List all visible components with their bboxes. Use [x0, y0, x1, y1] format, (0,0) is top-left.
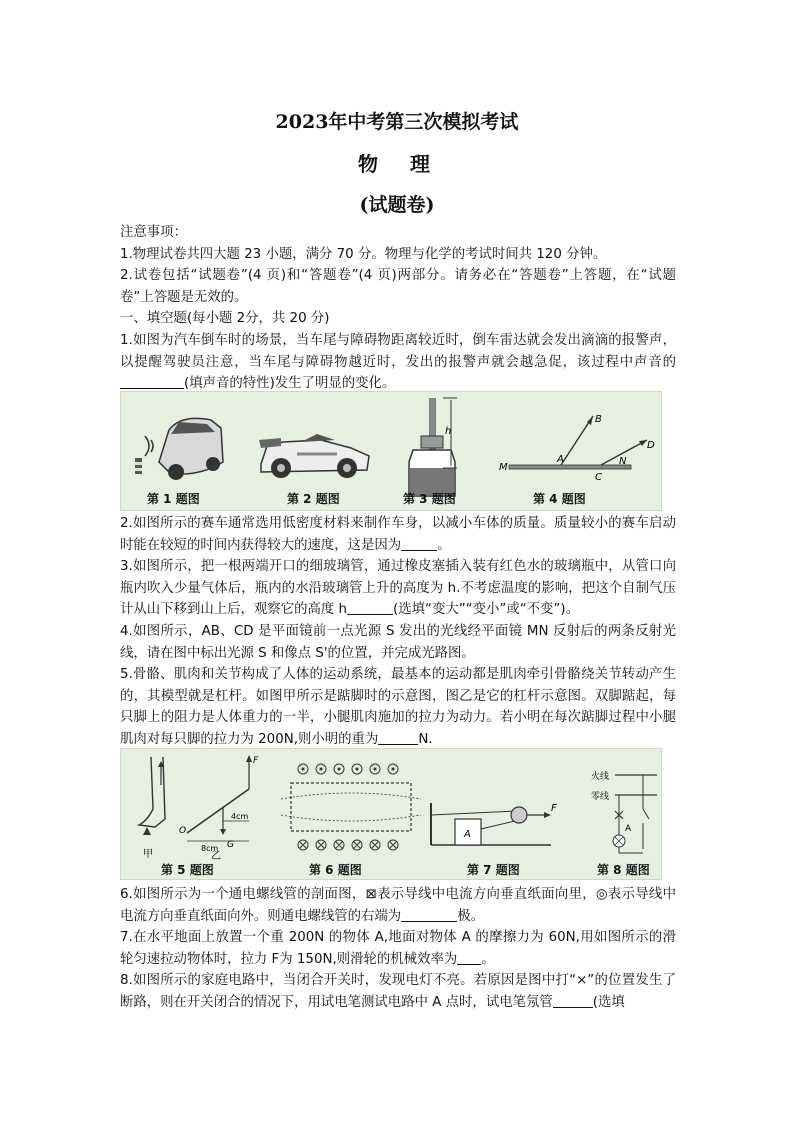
- fig8-label-zero: 零线: [591, 792, 610, 802]
- fig4-label-D: D: [647, 440, 655, 451]
- fig2-race-car: [259, 434, 369, 478]
- notes-block: [120, 222, 676, 395]
- q5-answer-blank[interactable]: [378, 729, 418, 745]
- q3-text-end: (选填“变大”“变小”或“不变”)。: [393, 602, 579, 618]
- fig5-lever-diagram: [179, 755, 259, 862]
- fig4-label-C: C: [595, 472, 602, 483]
- caption-fig2: 第 2 题图: [287, 492, 340, 506]
- caption-fig4: 第 4 题图: [533, 492, 586, 506]
- figure-row-2: [120, 748, 662, 880]
- q3-answer-blank[interactable]: [347, 599, 393, 615]
- section1-heading: 一、填空题(每小题 2分，共 20 分): [120, 311, 330, 327]
- q1-text-end: (填声音的特性)发生了明显的变化。: [184, 376, 396, 392]
- question-5: [120, 664, 676, 750]
- question-1: [120, 330, 676, 395]
- notes-heading: 注意事项：: [120, 225, 187, 240]
- questions-2-5: [120, 513, 676, 751]
- q2-text-end: 。: [437, 537, 451, 553]
- q3-text: 3.如图所示，把一根两端开口的细玻璃管，通过橡皮塞插入装有红色水的玻璃瓶中，从管口向瓶内吹入少量气体后，瓶内的水沿玻璃管上升的高度为 h.不考虑温度的影响，把这个自制气压计从山下移到山上后，观察它的高度 h: [120, 559, 676, 618]
- fig8-label-fire: 火线: [591, 772, 610, 782]
- fig3-label-h: h: [445, 426, 452, 437]
- caption-fig3: 第 3 题图: [403, 492, 456, 506]
- question-6: [120, 884, 676, 927]
- question-3: [120, 556, 676, 621]
- caption-fig1: 第 1 题图: [147, 492, 200, 506]
- fig4-label-M: M: [499, 462, 508, 473]
- q8-text-end: (选填: [592, 994, 625, 1010]
- fig5-label-F: F: [253, 756, 259, 766]
- fig8-label-A: A: [625, 824, 632, 834]
- fig5-label-4cm: 4cm: [231, 812, 249, 821]
- fig7-label-A: A: [464, 829, 471, 840]
- fig5-label-jia: 甲: [143, 849, 153, 860]
- note-item-1: 1.物理试卷共四大题 23 小题，满分 70 分。物理与化学的考试时间共 120 分钟。: [120, 246, 607, 262]
- fig3-bottle-barometer: [409, 398, 457, 496]
- fig8-household-circuit: [591, 770, 657, 853]
- fig7-pulley: [431, 803, 557, 845]
- question-4: 4.如图所示，AB、CD 是平面镜前一点光源 S 发出的光线经平面镜 MN 反射后的两条反射光线，请在图中标出光源 S 和像点 S'的位置，并完成光路图。: [120, 623, 676, 661]
- fig4-label-N: N: [619, 456, 627, 467]
- caption-fig6: 第 6 题图: [309, 863, 362, 877]
- q5-text-end: N.: [418, 731, 433, 747]
- caption-fig7: 第 7 题图: [467, 863, 520, 877]
- figure-row-1: [120, 391, 662, 511]
- figures-5-8: [121, 749, 661, 879]
- questions-6-8: [120, 884, 676, 1014]
- q1-text: 1.如图为汽车倒车时的场景，当车尾与障碍物距离较近时，倒车雷达就会发出滴滴的报警声，以提醒驾驶员注意，当车尾与障碍物越近时，发出的报警声就会越急促，该过程中声音的: [120, 332, 676, 370]
- fig5-label-O: O: [179, 826, 187, 836]
- fig4-label-A: A: [557, 454, 564, 465]
- fig6-solenoid: [281, 764, 421, 850]
- question-8: [120, 970, 676, 1013]
- q6-text: 6.如图所示为一个通电螺线管的剖面图，⊠表示导线中电流方向垂直纸面向里，◎表示导线中电流方向垂直纸面向外。则通电螺线管的右端为: [120, 887, 676, 924]
- question-2: [120, 513, 676, 556]
- subject-title: 物 理: [358, 152, 436, 176]
- question-7: [120, 927, 676, 970]
- fig5-foot-tiptoe: [139, 757, 165, 860]
- exam-title: 2023年中考第三次模拟考试: [275, 111, 519, 133]
- fig5-label-8cm: 8cm: [201, 844, 219, 853]
- q2-text: 2.如图所示的赛车通常选用低密度材料来制作车身，以减小车体的质量。质量较小的赛车启动时能在较短的时间内获得较大的速度，这是因为: [120, 516, 676, 553]
- fig5-label-G: G: [227, 840, 234, 850]
- volume-title: (试题卷): [359, 194, 435, 216]
- q6-answer-blank[interactable]: [401, 906, 457, 922]
- fig7-label-F: F: [551, 803, 557, 814]
- q7-text-end: 。: [481, 951, 495, 967]
- caption-fig8: 第 8 题图: [597, 863, 650, 877]
- q7-text: 7.在水平地面上放置一个重 200N 的物体 A,地面对物体 A 的摩擦力为 60N,用如图所示的滑轮匀速拉动物体时，拉力 F为 150N,则滑轮的机械效率为: [120, 930, 676, 967]
- q6-text-end: 极。: [457, 908, 484, 924]
- q8-text: 8.如图所示的家庭电路中，当闭合开关时，发现电灯不亮。若原因是图中打“×”的位置发生了断路，则在开关闭合的情况下，用试电笔测试电路中 A 点时，试电笔氖管: [120, 973, 676, 1010]
- note-item-2: 2.试卷包括“试题卷”(4 页)和“答题卷”(4 页)两部分。请务必在“答题卷”上答题，在“试题卷”上答题是无效的。: [120, 268, 676, 305]
- q2-answer-blank[interactable]: [401, 535, 437, 551]
- fig4-label-B: B: [595, 414, 602, 425]
- caption-fig5: 第 5 题图: [161, 863, 214, 877]
- fig5-label-yi: 乙: [211, 851, 221, 862]
- q8-answer-blank[interactable]: [553, 992, 593, 1008]
- q7-answer-blank[interactable]: [457, 949, 481, 965]
- fig1-car-reversing: [135, 418, 223, 480]
- fig4-mirror-rays: [499, 414, 655, 483]
- q1-answer-blank[interactable]: [120, 373, 184, 389]
- q5-text: 5.骨骼、肌肉和关节构成了人体的运动系统，最基本的运动都是肌肉牵引骨骼绕关节转动产生的，其模型就是杠杆。如图甲所示是踮脚时的示意图，图乙是它的杠杆示意图。双脚踮起，每只脚上的阻力是人体重力的一半，小腿肌肉施加的拉力为动力。若小明在每次踮脚过程中小腿肌肉对每只脚的拉力为 200N,则小明的重为: [120, 667, 676, 747]
